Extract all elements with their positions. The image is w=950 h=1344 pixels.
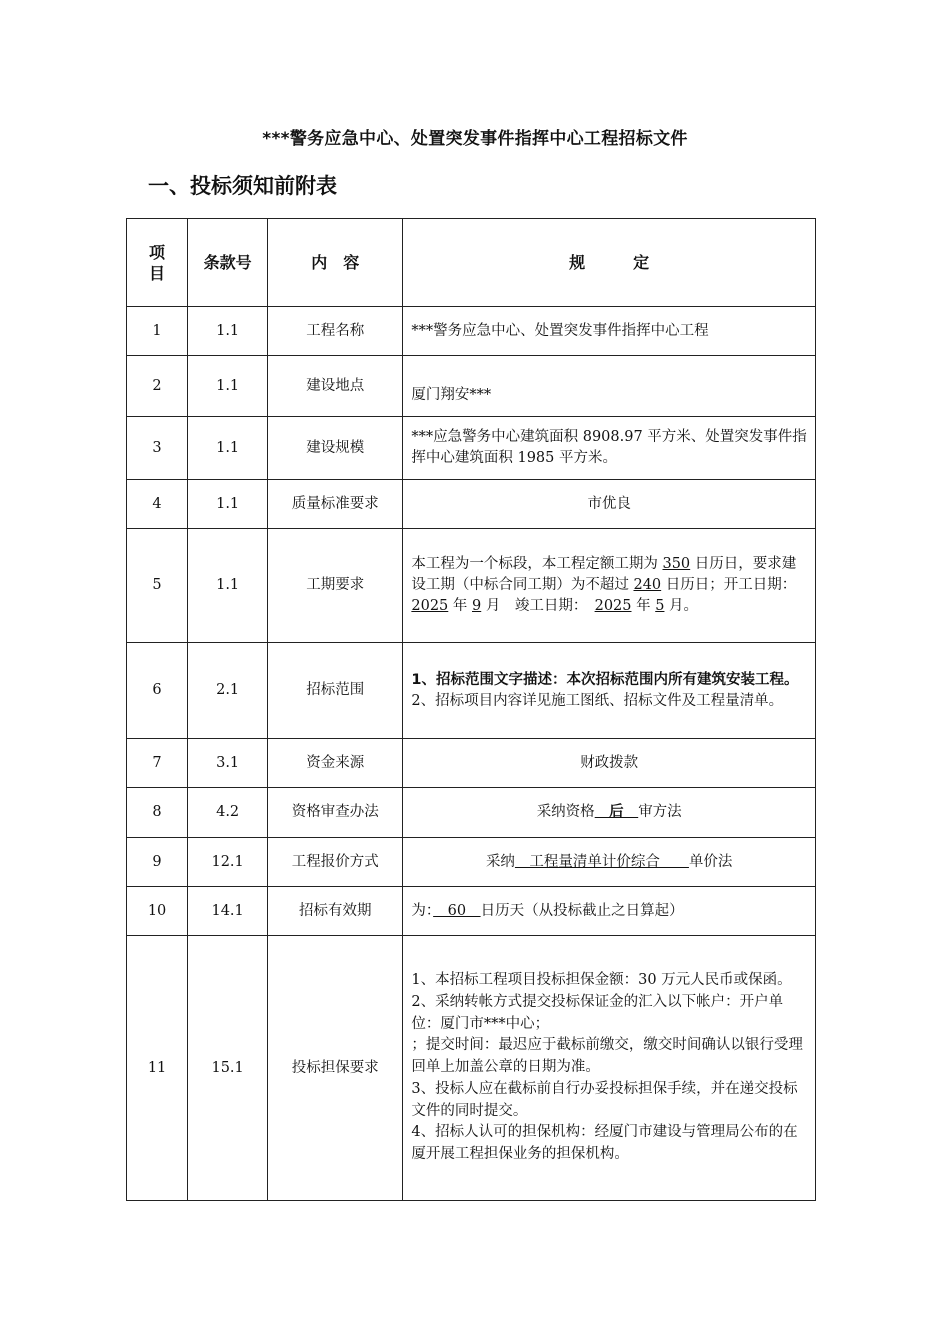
row-clause: 1.1 [188,480,268,529]
table-row [127,529,816,643]
row-clause: 15.1 [188,936,268,1201]
pricing-text: 采纳 [485,853,515,870]
table-row [127,356,816,417]
end-year: 2025 [594,598,632,614]
header-clause: 条款号 [188,219,268,307]
row-clause: 1.1 [188,529,268,643]
row-rule [403,887,816,936]
validity-days: 60 [433,902,481,919]
row-content: 投标担保要求 [268,936,403,1201]
row-rule [403,643,816,739]
table-row [127,739,816,788]
row-rule: 财政拨款 [403,739,816,788]
guarantee-line: 4、招标人认可的担保机构：经厦门市建设与管理局公布的在厦开展工程担保业务的担保机构。 [411,1124,798,1163]
row-content: 工程报价方式 [268,838,403,887]
row-content: 质量标准要求 [268,480,403,529]
row-rule: 厦门翔安*** [403,356,816,417]
row-content: 建设规模 [268,417,403,480]
end-month: 5 [655,598,665,614]
schedule-text: 日历日，要求建设工期（中标合同工期）为不超过 [411,556,797,593]
row-clause: 3.1 [188,739,268,788]
row-rule [403,936,816,1201]
start-year: 2025 [411,598,449,614]
guarantee-line: 2、采纳转帐方式提交投标保证金的汇入以下帐户：开户单位：厦门市***中心； [411,993,784,1032]
row-number: 6 [127,643,188,739]
qualification-text: 采纳资格 [536,804,595,820]
bid-notice-table [126,218,816,1201]
guarantee-line: 1、本招标工程项目投标担保金额：30 万元人民币或保函。 [411,971,792,988]
table-row [127,480,816,529]
row-number: 7 [127,739,188,788]
scope-description: 1、招标范围文字描述：本次招标范围内所有建筑安装工程。 [411,671,799,688]
row-rule: 市优良 [403,480,816,529]
schedule-text: 日历日；开工日期： [661,577,804,593]
table-row [127,307,816,356]
header-item [127,219,188,307]
section-heading: 一、投标须知前附表 [148,174,337,198]
header-rule: 规 定 [403,219,816,307]
pricing-method: 工程量清单计价综合 [514,853,689,870]
quota-days: 350 [662,556,691,572]
row-content: 招标有效期 [268,887,403,936]
start-month: 9 [472,598,482,614]
row-number: 11 [127,936,188,1201]
row-number: 9 [127,838,188,887]
row-number: 4 [127,480,188,529]
schedule-text: 月 竣工日期： [481,598,595,614]
row-content: 资格审查办法 [268,788,403,838]
row-content: 招标范围 [268,643,403,739]
row-clause: 14.1 [188,887,268,936]
validity-text: 为： [411,902,434,919]
row-content: 资金来源 [268,739,403,788]
row-rule: ***警务应急中心、处置突发事件指挥中心工程 [403,307,816,356]
row-rule [403,529,816,643]
row-number: 3 [127,417,188,480]
contract-days: 240 [633,577,662,593]
row-content: 工程名称 [268,307,403,356]
row-clause: 2.1 [188,643,268,739]
row-rule: ***应急警务中心建筑面积 8908.97 平方米、处置突发事件指挥中心建筑面积 1985 平方米。 [403,417,816,480]
document-title: ***警务应急中心、处置突发事件指挥中心工程招标文件 [262,129,688,149]
header-content: 内 容 [268,219,403,307]
table-row [127,838,816,887]
guarantee-line: 3、投标人应在截标前自行办妥投标担保手续，并在递交投标文件的同时提交。 [411,1080,798,1119]
pricing-text: 单价法 [688,853,733,870]
row-clause: 12.1 [188,838,268,887]
validity-text: 日历天（从投标截止之日算起） [480,902,684,919]
row-number: 2 [127,356,188,417]
table-row [127,643,816,739]
table-header-row [127,219,816,307]
row-number: 5 [127,529,188,643]
row-clause: 4.2 [188,788,268,838]
qualification-method: 后 [594,804,639,820]
scope-detail: 2、招标项目内容详见施工图纸、招标文件及工程量清单。 [411,692,784,709]
row-number: 1 [127,307,188,356]
row-content: 建设地点 [268,356,403,417]
qualification-text: 审方法 [638,804,682,820]
row-clause: 1.1 [188,307,268,356]
row-number: 8 [127,788,188,838]
table-row [127,887,816,936]
table-row [127,936,816,1201]
table-row [127,417,816,480]
schedule-text: 月。 [664,598,699,614]
header-item-line-2: 目 [149,263,166,283]
row-rule [403,788,816,838]
schedule-text: 年 [631,598,656,614]
schedule-text: 本工程为一个标段，本工程定额工期为 [411,556,663,572]
row-content: 工期要求 [268,529,403,643]
header-item-line-1: 项 [149,242,166,262]
row-clause: 1.1 [188,417,268,480]
row-clause: 1.1 [188,356,268,417]
table-row [127,788,816,838]
row-number: 10 [127,887,188,936]
row-rule [403,838,816,887]
guarantee-line: ；提交时间：最迟应于截标前缴交，缴交时间确认以银行受理回单上加盖公章的日期为准。 [411,1037,803,1076]
schedule-text: 年 [448,598,472,614]
